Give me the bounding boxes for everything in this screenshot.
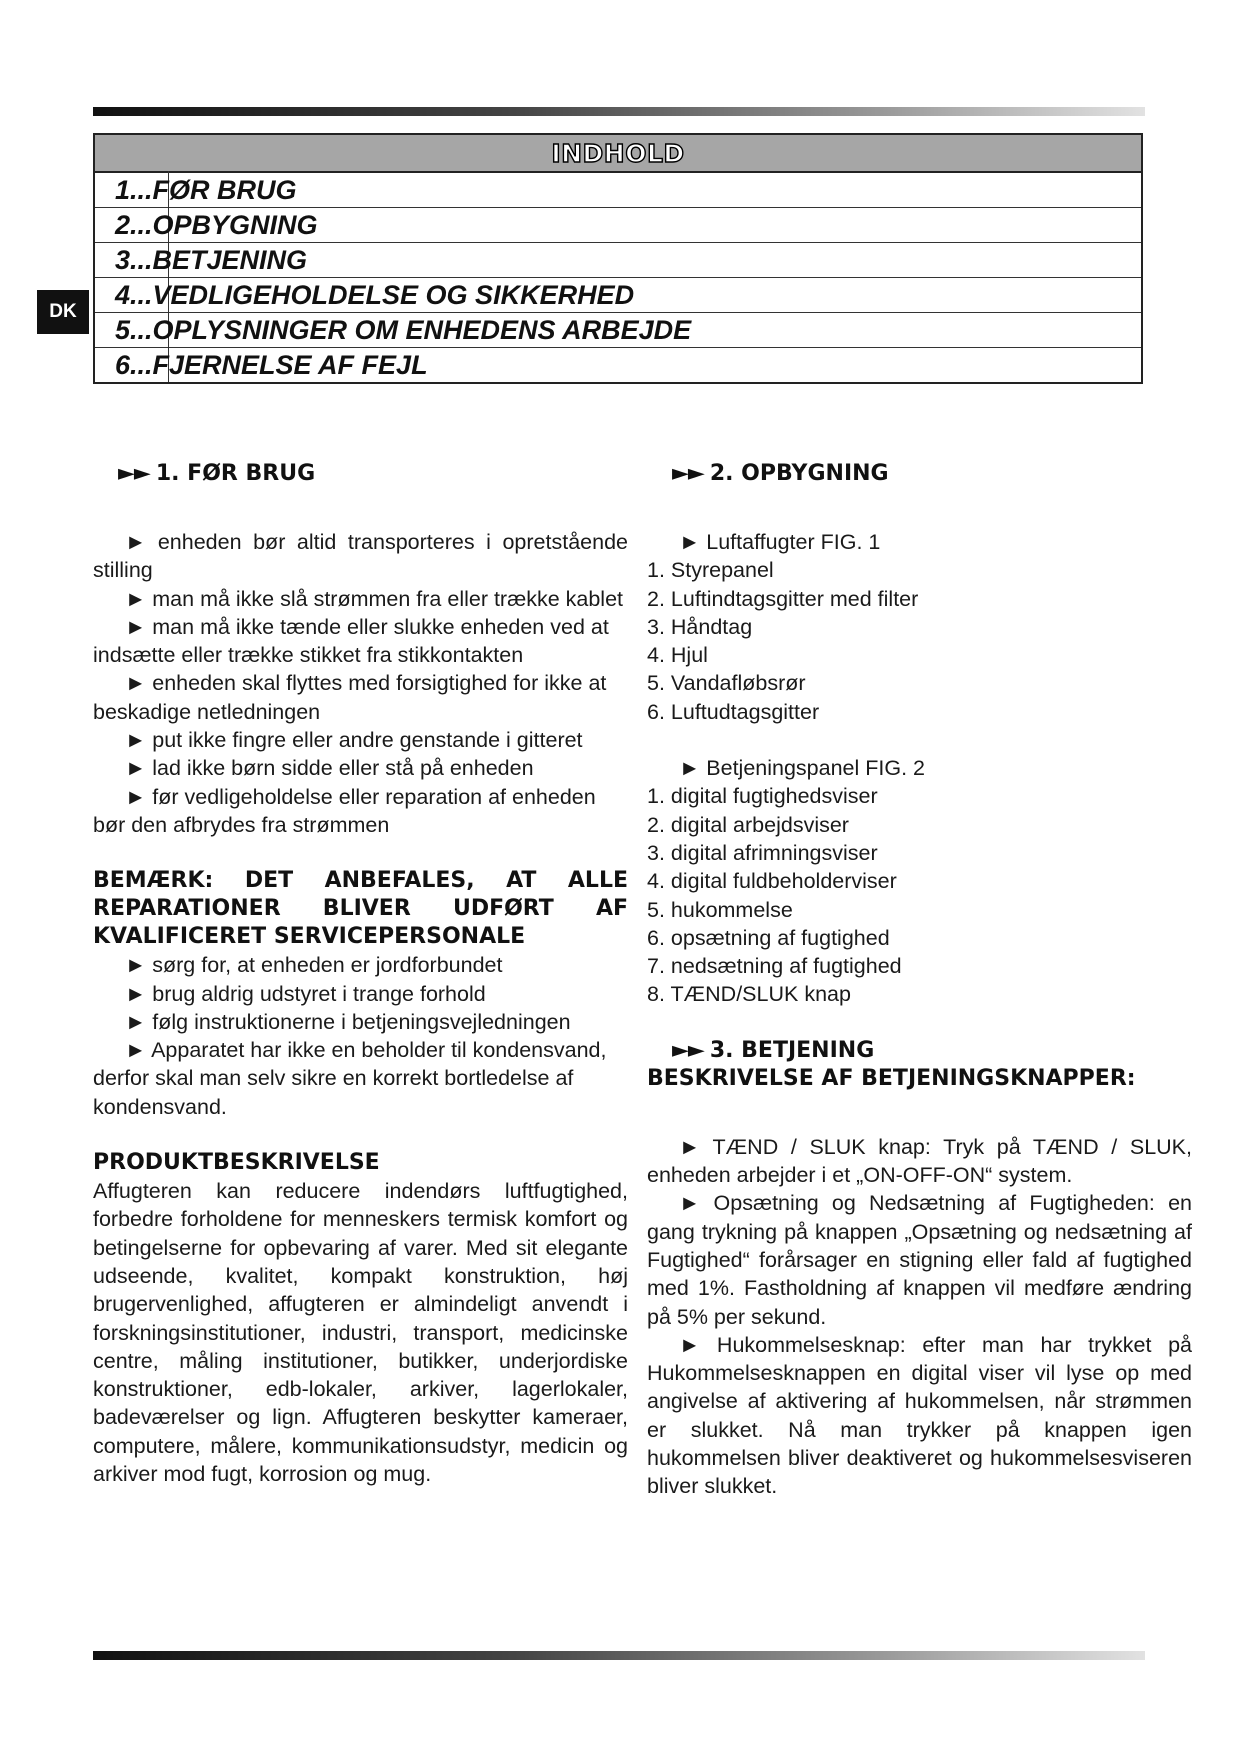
table-of-contents — [93, 133, 1143, 384]
bullet-item: ► lad ikke børn sidde eller stå på enheden — [125, 756, 534, 781]
list-item: 2. Luftindtagsgitter med filter — [647, 586, 919, 611]
section-heading-operation: ►► 3. BETJENING — [672, 1037, 875, 1063]
bullet-item: ► følg instruktionerne i betjeningsvejledningen — [125, 1009, 571, 1034]
language-tab: DK — [37, 290, 89, 334]
arrow-icon: ► — [679, 1191, 701, 1216]
arrow-icon: ► — [125, 1038, 147, 1063]
list-item: 1. digital fugtighedsviser — [647, 784, 878, 809]
note-heading: BEMÆRK: DET ANBEFALES, AT ALLE REPARATIONER BLIVER UDFØRT AF KVALIFICERET SERVICEPERSONALE — [93, 868, 628, 950]
arrow-icon: ► — [125, 1009, 147, 1034]
arrow-icon: ► — [125, 671, 147, 696]
arrow-icon: ► — [679, 1134, 701, 1159]
section-heading-before-use: ►► 1. FØR BRUG — [118, 461, 316, 486]
operation-paragraph: ► Hukommelsesknap: efter man har trykket på Hukommelsesknappen en digital viser vil lyse op med angivelse af aktivering af hukommelsen, når strømmen er slukket. Nå man trykker på knappen igen hukommelsen bliver deaktiveret og hukommelsesviseren bliver slukket. — [647, 1332, 1193, 1499]
left-column — [93, 460, 628, 1488]
list-item: 4. Hjul — [647, 643, 708, 668]
operation-paragraph: ► Opsætning og Nedsætning af Fugtigheden: en gang trykning på knappen „Opsætning og nedsætning af Fugtighed“ forårsager en stigning eller fald af fugtighed med 1%. Fastholdning af knappen vil medføre ændring på 5% per sekund. — [647, 1191, 1192, 1329]
arrow-icon: ► — [125, 981, 147, 1006]
arrow-icon: ► — [125, 953, 147, 978]
list-item: 7. nedsætning af fugtighed — [647, 954, 902, 979]
operation-paragraph: ► TÆND / SLUK knap: Tryk på TÆND / SLUK, enheden arbejder i et „ON-OFF-ON“ system. — [647, 1134, 1192, 1188]
bullet-item: ► før vedligeholdelse eller reparation af enheden bør den afbrydes fra strømmen — [93, 784, 596, 837]
arrow-icon: ► — [679, 1332, 701, 1357]
toc-title-bar — [95, 135, 1141, 173]
list-item: 5. hukommelse — [647, 897, 793, 922]
product-description-text: Affugteren kan reducere indendørs luftfugtighed, forbedre forholdene for menneskers termisk komfort og betingelserne for opbevaring af varer. Med sit elegante udseende, kvalitet, kompakt konstruktion, høj brugervenlighed, affugteren er almindeligt anvendt i forskningsinstitutioner, industri, transport, medicinske centre, måling institutioner, butikker, underjordiske konstruktioner, edb-lokaler, arkiver, lagerlokaler, badeværelser og lign. Affugteren beskytter kameraer, computere, målere, kommunikationsudstyr, medicin og arkiver mod fugt, korrosion og mug. — [93, 1179, 628, 1487]
bullet-item: ► put ikke fingre eller andre genstande i gitteret — [125, 728, 583, 753]
arrow-icon: ► — [679, 530, 701, 554]
double-arrow-icon: ►► — [118, 461, 150, 486]
arrow-icon: ► — [125, 614, 147, 639]
toc-item[interactable]: 3...BETJENING — [95, 243, 1141, 278]
double-arrow-icon: ►► — [672, 461, 704, 486]
section-heading-construction: ►► 2. OPBYGNING — [672, 461, 889, 486]
bullet-item: ► brug aldrig udstyret i trange forhold — [125, 981, 486, 1006]
list-item: 3. Håndtag — [647, 614, 753, 639]
list-item: 6. Luftudtagsgitter — [647, 699, 820, 724]
double-arrow-icon: ►► — [672, 1037, 704, 1063]
bullet-item: ► man må ikke slå strømmen fra eller trække kablet — [125, 586, 624, 611]
arrow-icon: ► — [125, 586, 147, 611]
right-column — [647, 460, 1192, 1501]
toc-item[interactable]: 4...VEDLIGEHOLDELSE OG SIKKERHED — [95, 278, 1141, 313]
toc-title: INDHOLD — [551, 138, 685, 168]
product-description-heading: PRODUKTBESKRIVELSE — [93, 1150, 380, 1176]
toc-item[interactable]: 1...FØR BRUG — [95, 173, 1141, 208]
arrow-icon: ► — [125, 530, 147, 554]
arrow-icon: ► — [125, 728, 147, 753]
figure-label: ► Betjeningspanel FIG. 2 — [679, 756, 925, 781]
bullet-item: ► sørg for, at enheden er jordforbundet — [125, 953, 503, 978]
list-item: 6. opsætning af fugtighed — [647, 925, 890, 950]
list-item: 3. digital afrimningsviser — [647, 840, 878, 865]
arrow-icon: ► — [125, 756, 147, 781]
list-item: 1. Styrepanel — [647, 558, 774, 583]
figure-label: ► Luftaffugter FIG. 1 — [679, 530, 881, 554]
bullet-item: ► enheden bør altid transporteres i opretstående stilling — [93, 530, 628, 583]
top-divider — [93, 107, 1145, 116]
bullet-item: ► Apparatet har ikke en beholder til kondensvand, derfor skal man selv sikre en korrekt bortledelse af kondensvand. — [93, 1038, 607, 1119]
list-item: 2. digital arbejdsviser — [647, 812, 849, 837]
arrow-icon: ► — [125, 784, 147, 809]
bullet-item: ► man må ikke tænde eller slukke enheden ved at indsætte eller trække stikket fra stikkontakten — [93, 614, 609, 668]
bottom-divider — [93, 1651, 1145, 1660]
list-item: 5. Vandafløbsrør — [647, 671, 806, 696]
bullet-item: ► enheden skal flyttes med forsigtighed for ikke at beskadige netledningen — [93, 671, 607, 724]
list-item: 8. TÆND/SLUK knap — [647, 982, 851, 1007]
toc-item[interactable]: 6...FJERNELSE AF FEJL — [115, 349, 428, 380]
toc-item[interactable]: 5...OPLYSNINGER OM ENHEDENS ARBEJDE — [95, 313, 1141, 348]
toc-item[interactable]: 2...OPBYGNING — [95, 208, 1141, 243]
arrow-icon: ► — [679, 756, 701, 781]
buttons-description-heading: BESKRIVELSE AF BETJENINGSKNAPPER: — [647, 1065, 1136, 1091]
list-item: 4. digital fuldbeholderviser — [647, 869, 897, 894]
